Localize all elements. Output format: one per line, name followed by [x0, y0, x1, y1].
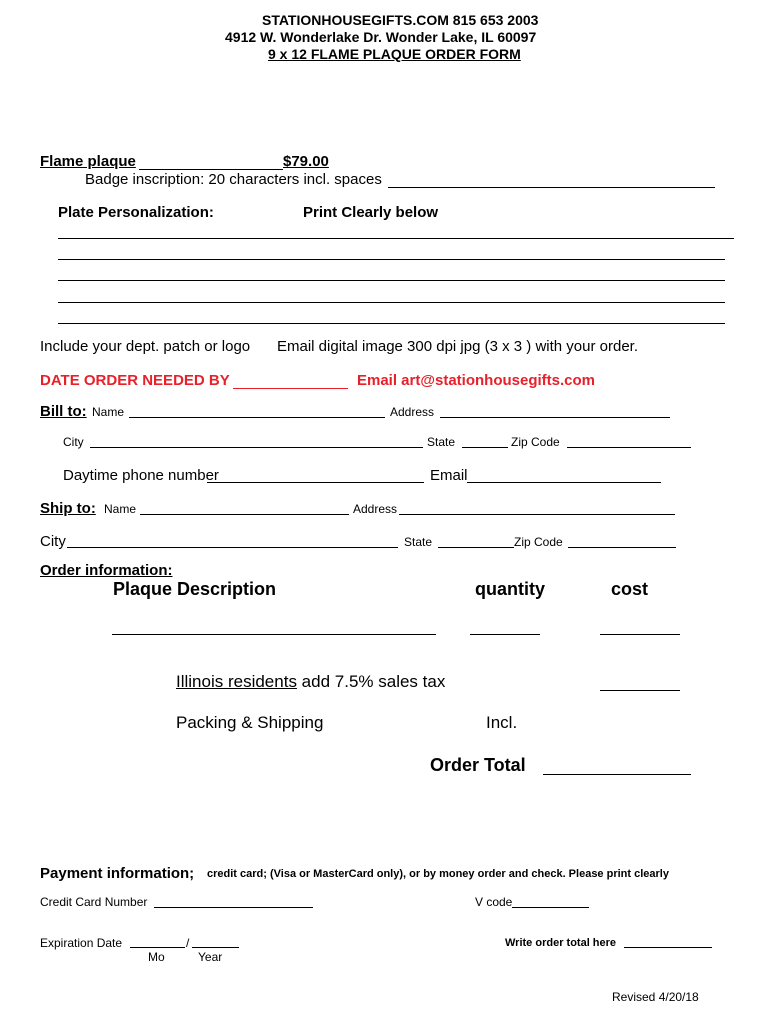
- order-total-field[interactable]: [543, 774, 691, 775]
- logo-email-note: Email digital image 300 dpi jpg (3 x 3 ) with your order.: [277, 338, 639, 355]
- bill-phone-field[interactable]: [207, 482, 424, 483]
- personalization-line-3[interactable]: [58, 280, 725, 281]
- cost-header: cost: [611, 579, 649, 599]
- bill-state-label: State: [427, 435, 456, 449]
- plate-personalization-label: Plate Personalization:: [58, 204, 214, 221]
- order-total-label: Order Total: [430, 755, 526, 775]
- packing-shipping-value: Incl.: [486, 713, 518, 732]
- plaque-description-header: Plaque Description: [113, 579, 277, 599]
- ship-name-label: Name: [104, 502, 137, 516]
- product-name: Flame plaque: [40, 153, 136, 170]
- quantity-header: quantity: [475, 579, 545, 599]
- bill-name-label: Name: [92, 405, 125, 419]
- bill-zip-label: Zip Code: [511, 435, 560, 449]
- ship-zip-label: Zip Code: [514, 535, 563, 549]
- write-total-field[interactable]: [624, 947, 712, 948]
- ship-city-field[interactable]: [67, 547, 398, 548]
- date-needed-label: DATE ORDER NEEDED BY: [40, 372, 230, 389]
- personalization-line-5[interactable]: [58, 323, 725, 324]
- ship-state-label: State: [404, 535, 433, 549]
- expiration-mo-caption: Mo: [148, 950, 165, 964]
- bill-phone-label: Daytime phone number: [63, 467, 219, 484]
- badge-inscription-label: Badge inscription: 20 characters incl. spaces: [85, 171, 382, 188]
- ship-to-label: Ship to:: [40, 500, 96, 517]
- bill-city-field[interactable]: [90, 447, 423, 448]
- payment-info-label: Payment information;: [40, 865, 195, 882]
- bill-address-label: Address: [390, 405, 435, 419]
- ship-address-field[interactable]: [399, 514, 675, 515]
- bill-to-label: Bill to:: [40, 403, 87, 420]
- ship-state-field[interactable]: [438, 547, 514, 548]
- expiration-year-field[interactable]: [192, 947, 239, 948]
- order-info-label: Order information:: [40, 562, 173, 579]
- illinois-residents-link[interactable]: Illinois residents: [176, 672, 297, 691]
- bill-name-field[interactable]: [129, 417, 385, 418]
- date-needed-field[interactable]: [233, 388, 348, 389]
- sales-tax-label: [176, 673, 445, 690]
- personalization-line-4[interactable]: [58, 302, 725, 303]
- sales-tax-text: add 7.5% sales tax: [296, 672, 446, 691]
- cost-field[interactable]: [600, 634, 680, 635]
- personalization-line-2[interactable]: [58, 259, 725, 260]
- revised-date: Revised 4/20/18: [612, 990, 699, 1004]
- packing-shipping-label: Packing & Shipping: [176, 713, 324, 732]
- ship-address-label: Address: [353, 502, 398, 516]
- bill-zip-field[interactable]: [567, 447, 691, 448]
- order-email: Email art@stationhousegifts.com: [357, 372, 596, 389]
- ship-name-field[interactable]: [140, 514, 349, 515]
- expiration-month-field[interactable]: [130, 947, 185, 948]
- bill-address-field[interactable]: [440, 417, 670, 418]
- personalization-line-1[interactable]: [58, 238, 734, 239]
- quantity-field[interactable]: [470, 634, 540, 635]
- write-total-label: Write order total here: [505, 937, 617, 949]
- bill-email-field[interactable]: [467, 482, 661, 483]
- expiration-label: Expiration Date: [40, 936, 123, 950]
- print-clearly-instruction: Print Clearly below: [303, 204, 439, 221]
- sales-tax-field[interactable]: [600, 690, 680, 691]
- form-title: 9 x 12 FLAME PLAQUE ORDER FORM: [268, 46, 521, 62]
- payment-note: credit card; (Visa or MasterCard only), or by money order and check. Please print clearly: [207, 868, 669, 880]
- card-number-field[interactable]: [154, 907, 313, 908]
- product-price: $79.00: [283, 153, 329, 170]
- ship-city-label: City: [40, 533, 66, 550]
- bill-email-label: Email: [430, 467, 468, 484]
- bill-state-field[interactable]: [462, 447, 508, 448]
- logo-label: Include your dept. patch or logo: [40, 338, 251, 355]
- vcode-label: V code: [475, 895, 513, 909]
- company-name-phone: STATIONHOUSEGIFTS.COM 815 653 2003: [262, 12, 539, 28]
- card-number-label: Credit Card Number: [40, 895, 148, 909]
- company-address: 4912 W. Wonderlake Dr. Wonder Lake, IL 60097: [225, 29, 537, 45]
- badge-inscription-field[interactable]: [388, 187, 715, 188]
- plaque-description-field[interactable]: [112, 634, 436, 635]
- vcode-field[interactable]: [512, 907, 589, 908]
- bill-city-label: City: [63, 435, 84, 449]
- product-name-underline: [139, 169, 283, 170]
- ship-zip-field[interactable]: [568, 547, 676, 548]
- expiration-year-caption: Year: [198, 950, 223, 964]
- expiration-slash: /: [186, 936, 190, 950]
